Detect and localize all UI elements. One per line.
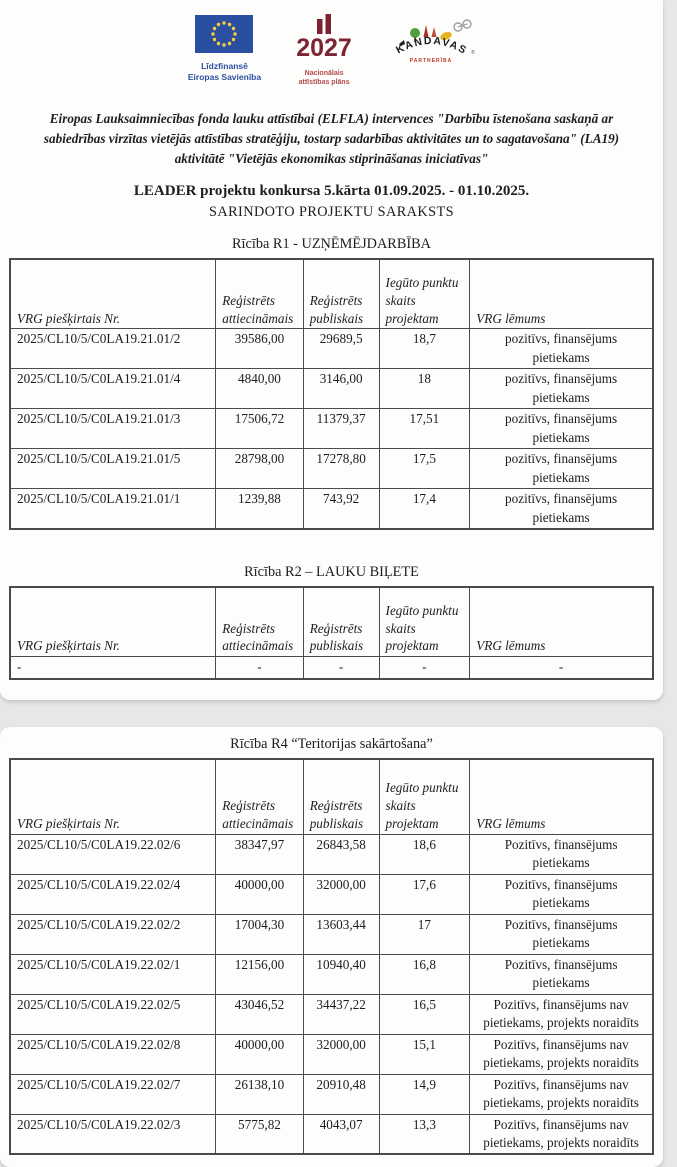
table-header-row — [10, 587, 653, 657]
table-row — [10, 449, 653, 489]
table-cell: 2025/CL10/5/C0LA19.22.02/1 — [10, 954, 216, 994]
table-r4 — [9, 758, 654, 1156]
column-header: VRG lēmums — [470, 587, 653, 657]
table-cell: 5775,82 — [216, 1114, 303, 1154]
kandavas-logo-block — [387, 14, 475, 77]
nap2027-icon — [291, 34, 357, 66]
table-cell: Pozitīvs, finansējums pietiekams — [470, 834, 653, 874]
table-cell: 13603,44 — [303, 914, 379, 954]
table-cell: - — [470, 657, 653, 679]
table-cell: 2025/CL10/5/C0LA19.21.01/4 — [10, 369, 216, 409]
table-cell: 2025/CL10/5/C0LA19.22.02/5 — [10, 994, 216, 1034]
kandavas-arc-text: KANDAVAS — [394, 34, 470, 58]
table-cell: pozitīvs, finansējums pietiekams — [470, 329, 653, 369]
column-header: VRG lēmums — [470, 259, 653, 329]
logo-row — [0, 8, 663, 92]
table-cell: 40000,00 — [216, 874, 303, 914]
table-cell: 26138,10 — [216, 1074, 303, 1114]
table-cell: 17506,72 — [216, 409, 303, 449]
table-cell: 16,8 — [379, 954, 470, 994]
table-cell: 18,6 — [379, 834, 470, 874]
svg-text:KANDAVAS — [394, 35, 469, 57]
document-title: LEADER projektu konkursa 5.kārta 01.09.2025. - 01.10.2025. — [133, 183, 530, 200]
table-row — [10, 657, 653, 679]
eu-flag-icon — [192, 41, 256, 58]
table-cell: Pozitīvs, finansējums nav pietiekams, projekts noraidīts — [470, 994, 653, 1034]
column-header: VRG piešķirtais Nr. — [10, 587, 216, 657]
table-cell: 4840,00 — [216, 369, 303, 409]
column-header: VRG piešķirtais Nr. — [10, 759, 216, 835]
table-cell: 32000,00 — [303, 1034, 379, 1074]
eu-caption-line2: Eiropas Savienība — [187, 72, 262, 83]
column-header: Reģistrēts publiskais — [303, 587, 379, 657]
table-cell: - — [10, 657, 216, 679]
table-cell: 2025/CL10/5/C0LA19.21.01/5 — [10, 449, 216, 489]
nap2027-year-text: 2027 — [296, 34, 352, 62]
table-cell: 40000,00 — [216, 1034, 303, 1074]
table-cell: 39586,00 — [216, 329, 303, 369]
column-header: Iegūto punktu skaits projektam — [379, 587, 470, 657]
table-cell: 34437,22 — [303, 994, 379, 1034]
table-row — [10, 1034, 653, 1074]
table-cell: 17,5 — [379, 449, 470, 489]
column-header: Reģistrēts publiskais — [303, 259, 379, 329]
table-cell: 20910,48 — [303, 1074, 379, 1114]
table-row — [10, 1074, 653, 1114]
table-cell: Pozitīvs, finansējums nav pietiekams, projekts noraidīts — [470, 1034, 653, 1074]
table-header-row — [10, 259, 653, 329]
table-cell: 2025/CL10/5/C0LA19.22.02/8 — [10, 1034, 216, 1074]
table-cell: 2025/CL10/5/C0LA19.21.01/2 — [10, 329, 216, 369]
table-row — [10, 409, 653, 449]
table-cell: pozitīvs, finansējums pietiekams — [470, 409, 653, 449]
table-cell: 16,5 — [379, 994, 470, 1034]
table-cell: 32000,00 — [303, 874, 379, 914]
eu-caption-line1: Līdzfinansē — [201, 61, 248, 71]
table-cell: pozitīvs, finansējums pietiekams — [470, 449, 653, 489]
column-header: VRG lēmums — [470, 759, 653, 835]
table-cell: 1239,88 — [216, 489, 303, 529]
table-cell: 2025/CL10/5/C0LA19.21.01/1 — [10, 489, 216, 529]
table-cell: 38347,97 — [216, 834, 303, 874]
table-cell: Pozitīvs, finansējums pietiekams — [470, 914, 653, 954]
table-cell: pozitīvs, finansējums pietiekams — [470, 369, 653, 409]
table-cell: 17 — [379, 914, 470, 954]
table-title-r2: Rīcība R2 – LAUKU BIĻETE — [244, 564, 419, 581]
table-cell: 12156,00 — [216, 954, 303, 994]
eu-logo-block — [188, 14, 261, 83]
table-row — [10, 1114, 653, 1154]
table-row — [10, 834, 653, 874]
table-row — [10, 874, 653, 914]
column-header: Reģistrēts attiecināmais — [216, 259, 303, 329]
table-cell: 11379,37 — [303, 409, 379, 449]
kandavas-sub-text: PARTNERĪBA — [409, 58, 453, 64]
registered-mark-icon: ® — [471, 50, 475, 56]
table-cell: Pozitīvs, finansējums nav pietiekams, projekts noraidīts — [470, 1114, 653, 1154]
table-cell: 10940,40 — [303, 954, 379, 994]
table-header-row — [10, 759, 653, 835]
table-cell: Pozitīvs, finansējums pietiekams — [470, 954, 653, 994]
table-cell: 17,4 — [379, 489, 470, 529]
table-row — [10, 329, 653, 369]
table-cell: 13,3 — [379, 1114, 470, 1154]
table-row — [10, 954, 653, 994]
table-row — [10, 994, 653, 1034]
table-cell: 17,51 — [379, 409, 470, 449]
table-r2 — [9, 586, 654, 679]
intro-paragraph: Eiropas Lauksaimniecības fonda lauku attīstībai (ELFLA) intervences "Darbību īstenošana saskaņā ar sabiedrības virzītas vietējās attīstības stratēģiju, tostarp sadarbības aktivitātes un to sagatavošana" (LA19) aktivitātē "Vietējās ekonomikas stiprināšanas iniciatīvas" — [43, 111, 620, 166]
table-cell: 2025/CL10/5/C0LA19.22.02/6 — [10, 834, 216, 874]
column-header: Iegūto punktu skaits projektam — [379, 759, 470, 835]
table-cell: 17278,80 — [303, 449, 379, 489]
column-header: Reģistrēts attiecināmais — [216, 759, 303, 835]
table-cell: 29689,5 — [303, 329, 379, 369]
table-cell: - — [303, 657, 379, 679]
table-row — [10, 369, 653, 409]
table-cell: 26843,58 — [303, 834, 379, 874]
table-row — [10, 489, 653, 529]
document-page-2 — [0, 727, 663, 1167]
table-cell: 2025/CL10/5/C0LA19.22.02/7 — [10, 1074, 216, 1114]
table-cell: 3146,00 — [303, 369, 379, 409]
table-r1 — [9, 258, 654, 530]
table-cell: 4043,07 — [303, 1114, 379, 1154]
column-header: Reģistrēts publiskais — [303, 759, 379, 835]
table-cell: pozitīvs, finansējums pietiekams — [470, 489, 653, 529]
nap2027-logo-block — [291, 14, 357, 87]
table-cell: 18,7 — [379, 329, 470, 369]
table-cell: 43046,52 — [216, 994, 303, 1034]
table-title-r4: Rīcība R4 “Teritorijas sakārtošana” — [230, 735, 433, 752]
kandavas-partneriba-icon — [387, 34, 475, 76]
table-cell: 15,1 — [379, 1034, 470, 1074]
table-cell: 17004,30 — [216, 914, 303, 954]
table-row — [10, 914, 653, 954]
table-cell: - — [379, 657, 470, 679]
table-cell: 2025/CL10/5/C0LA19.21.01/3 — [10, 409, 216, 449]
table-cell: Pozitīvs, finansējums pietiekams — [470, 874, 653, 914]
column-header: Iegūto punktu skaits projektam — [379, 259, 470, 329]
table-cell: 2025/CL10/5/C0LA19.22.02/3 — [10, 1114, 216, 1154]
table-cell: 743,92 — [303, 489, 379, 529]
column-header: Reģistrēts attiecināmais — [216, 587, 303, 657]
table-cell: 28798,00 — [216, 449, 303, 489]
column-header: VRG piešķirtais Nr. — [10, 259, 216, 329]
table-cell: - — [216, 657, 303, 679]
table-title-r1: Rīcība R1 - UZŅĒMĒJDARBĪBA — [232, 236, 431, 253]
document-subtitle: SARINDOTO PROJEKTU SARAKSTS — [209, 204, 454, 221]
table-cell: 14,9 — [379, 1074, 470, 1114]
nap-caption-line1: Nacionālais — [304, 70, 344, 77]
table-cell: Pozitīvs, finansējums nav pietiekams, projekts noraidīts — [470, 1074, 653, 1114]
table-cell: 2025/CL10/5/C0LA19.22.02/2 — [10, 914, 216, 954]
table-cell: 2025/CL10/5/C0LA19.22.02/4 — [10, 874, 216, 914]
table-cell: 18 — [379, 369, 470, 409]
table-cell: 17,6 — [379, 874, 470, 914]
nap-caption-line2: attīstības plāns — [298, 79, 350, 87]
